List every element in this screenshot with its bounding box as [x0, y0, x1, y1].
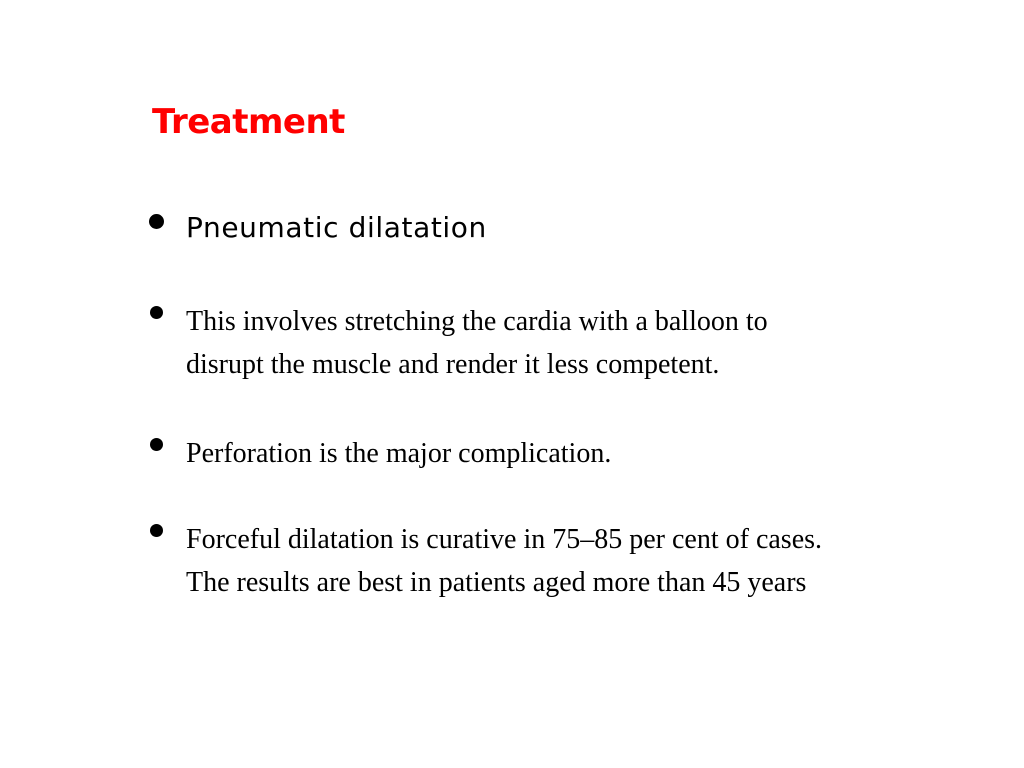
bullet-line: Forceful dilatation is curative in 75–85 per cent of cases. [186, 524, 823, 555]
bullet-dot-icon [150, 306, 163, 319]
bullet-line: Pneumatic dilatation [186, 211, 487, 244]
bullet-dot-icon [149, 214, 164, 229]
bullet-text [186, 432, 966, 475]
bullet-line: disrupt the muscle and render it less competent. [186, 349, 720, 380]
bullet-text [186, 208, 966, 248]
bullet-line: Perforation is the major complication. [186, 438, 612, 469]
bullet-dot-icon [150, 524, 163, 537]
bullet-line: This involves stretching the cardia with a balloon to [186, 306, 768, 337]
bullet-text [186, 300, 966, 386]
bullet-dot-icon [150, 438, 163, 451]
bullet-line: The results are best in patients aged more than 45 years [186, 567, 807, 598]
bullet-text [186, 518, 966, 604]
slide-title: Treatment [152, 102, 345, 142]
